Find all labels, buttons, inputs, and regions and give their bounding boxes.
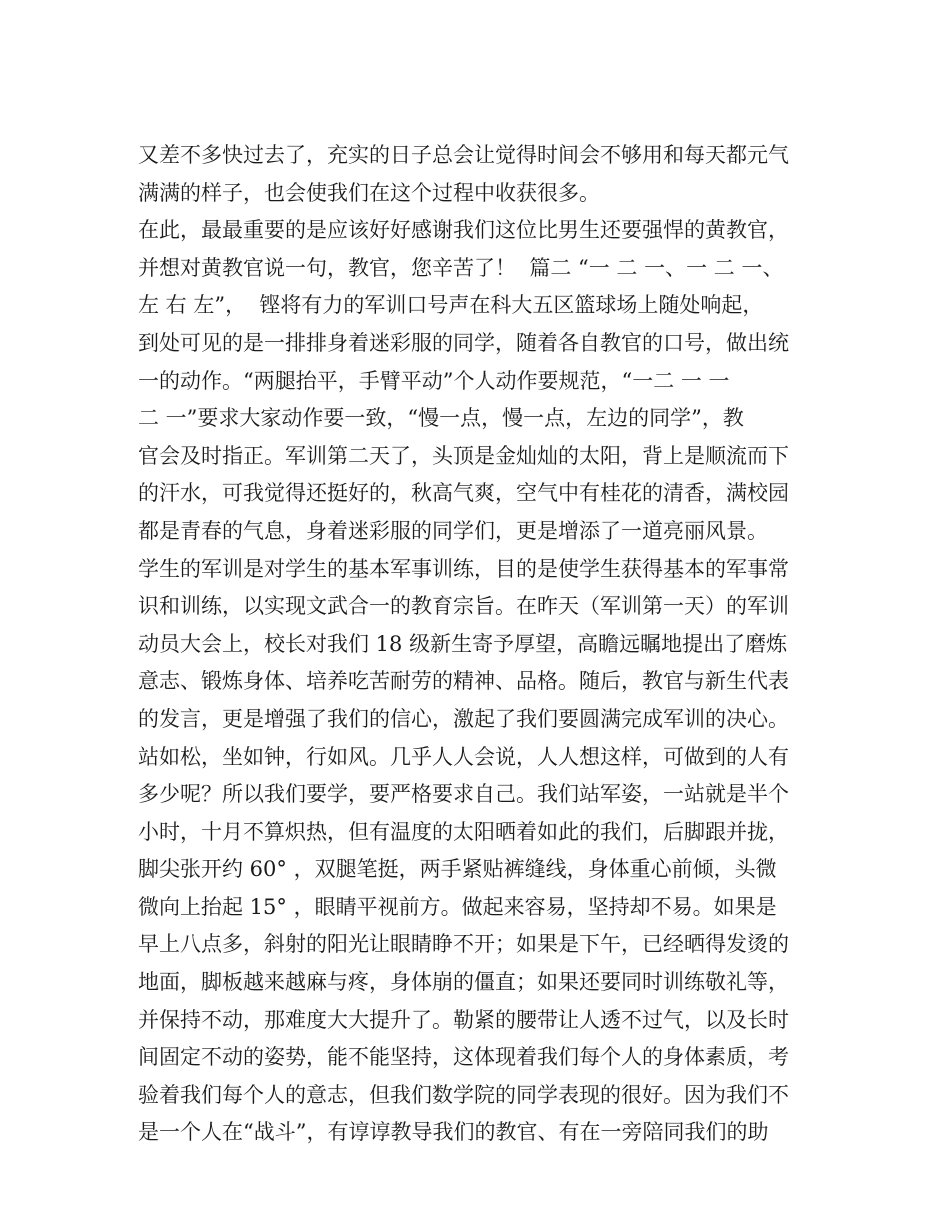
text-line-13: 识和训练，以实现文武合一的教育宗旨。在昨天（军训第一天）的军训 bbox=[138, 594, 789, 619]
text-line-1: 又差不多快过去了，充实的日子总会让觉得时间会不够用和每天都元气 bbox=[138, 143, 789, 167]
text-line-21: 微向上抬起 15° ，眼睛平视前方。做起来容易，坚持却不易。如果是 bbox=[138, 894, 777, 919]
text-line-14: 动员大会上，校长对我们 18 级新生寄予厚望，高瞻远瞩地提出了磨炼 bbox=[138, 631, 788, 656]
text-line-16: 的发言，更是增强了我们的信心，激起了我们要圆满完成军训的决心。 bbox=[138, 706, 789, 731]
text-line-23: 地面，脚板越来越麻与疼，身体崩的僵直；如果还要同时训练敬礼等， bbox=[138, 970, 789, 995]
text-line-27: 是一个人在“战斗”，有谆谆教导我们的教官、有在一旁陪同我们的助 bbox=[138, 1120, 769, 1145]
text-line-25: 间固定不动的姿势，能不能坚持，这体现着我们每个人的身体素质，考 bbox=[138, 1045, 789, 1070]
text-line-3: 在此，最最重要的是应该好好感谢我们这位比男生还要强悍的黄教官， bbox=[138, 218, 789, 243]
text-line-17: 站如松，坐如钟，行如风。几乎人人会说，人人想这样，可做到的人有 bbox=[138, 744, 789, 769]
text-line-12: 学生的军训是对学生的基本军事训练，目的是使学生获得基本的军事常 bbox=[138, 556, 789, 581]
text-line-5: 左 右 左”， 铿将有力的军训口号声在科大五区篮球场上随处响起， bbox=[138, 293, 764, 318]
text-line-10: 的汗水，可我觉得还挺好的，秋高气爽，空气中有桂花的清香，满校园 bbox=[138, 481, 789, 506]
text-line-15: 意志、锻炼身体、培养吃苦耐劳的精神、品格。随后，教官与新生代表 bbox=[138, 669, 789, 694]
text-line-4: 并想对黄教官说一句，教官，您辛苦了！ 篇二 “一 二 一、一 二 一、 bbox=[138, 255, 784, 280]
text-line-2: 满满的样子，也会使我们在这个过程中收获很多。 bbox=[138, 180, 600, 205]
text-line-19: 小时，十月不算炽热，但有温度的太阳晒着如此的我们，后脚跟并拢， bbox=[138, 819, 789, 844]
text-line-7: 一的动作。“两腿抬平，手臂平动”个人动作要规范，“一二 一 一 bbox=[138, 368, 730, 393]
text-line-26: 验着我们每个人的意志，但我们数学院的同学表现的很好。因为我们不 bbox=[138, 1082, 789, 1107]
text-line-18: 多少呢？所以我们要学，要严格要求自己。我们站军姿，一站就是半个 bbox=[138, 782, 789, 807]
text-line-6: 到处可见的是一排排身着迷彩服的同学，随着各自教官的口号，做出统 bbox=[138, 330, 789, 355]
text-line-22: 早上八点多，斜射的阳光让眼睛睁不开；如果是下午，已经晒得发烫的 bbox=[138, 932, 789, 957]
text-line-8: 二 一”要求大家动作要一致，“慢一点，慢一点，左边的同学”，教 bbox=[138, 406, 744, 431]
text-line-20: 脚尖张开约 60° ，双腿笔挺，两手紧贴裤缝线，身体重心前倾，头微 bbox=[138, 857, 777, 882]
document-body bbox=[138, 137, 828, 1152]
text-line-9: 官会及时指正。军训第二天了，头顶是金灿灿的太阳，背上是顺流而下 bbox=[138, 443, 789, 468]
text-line-24: 并保持不动，那难度大大提升了。勒紧的腰带让人透不过气，以及长时 bbox=[138, 1007, 789, 1032]
text-line-11: 都是青春的气息，身着迷彩服的同学们，更是增添了一道亮丽风景。 bbox=[138, 518, 768, 543]
